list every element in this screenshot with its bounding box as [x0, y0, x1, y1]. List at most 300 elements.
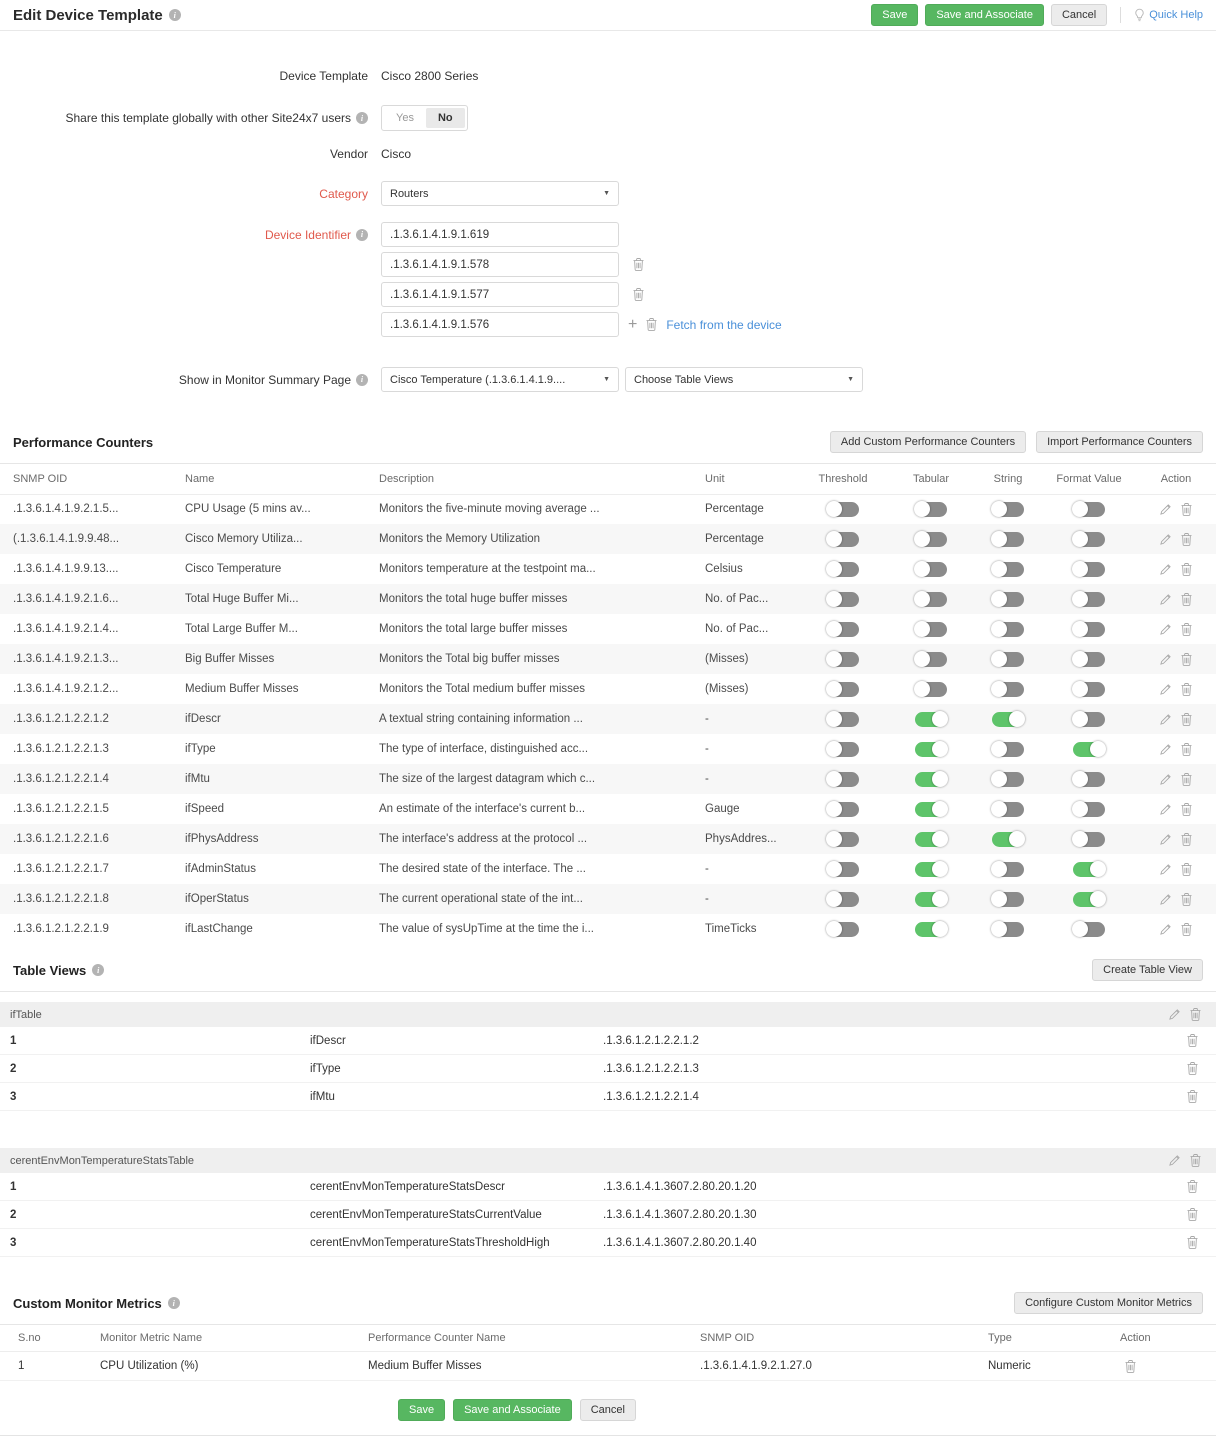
snmp-oid-cell: .1.3.6.1.2.1.2.2.1.3 [13, 743, 109, 755]
snmp-oid-cell: .1.3.6.1.4.1.9.2.1.5... [13, 503, 119, 516]
string-toggle[interactable] [992, 742, 1024, 757]
custom-metric-row [0, 1352, 1216, 1381]
format-value-cell [1042, 614, 1136, 644]
string-cell [974, 494, 1042, 524]
quick-help-label: Quick Help [1149, 9, 1203, 21]
string-cell [974, 764, 1042, 794]
unit-cell: PhysAddres... [705, 833, 777, 845]
edit-icon[interactable] [1160, 894, 1171, 905]
name-cell: ifAdminStatus [185, 863, 256, 875]
snmp-oid-cell: .1.3.6.1.2.1.2.2.1.6 [13, 833, 109, 845]
name-cell: ifLastChange [185, 923, 253, 935]
string-toggle[interactable] [992, 922, 1024, 937]
row-number: 3 [10, 1090, 17, 1103]
tabular-toggle[interactable] [915, 802, 947, 817]
fetch-from-device-link[interactable]: Fetch from the device [666, 317, 782, 332]
threshold-cell [798, 914, 888, 944]
name-cell: Big Buffer Misses [185, 653, 275, 665]
tabular-toggle[interactable] [915, 772, 947, 787]
delete-icon[interactable] [633, 258, 644, 271]
action-cell [1136, 824, 1216, 854]
page-title: Edit Device Template [13, 6, 163, 24]
string-toggle[interactable] [992, 532, 1024, 547]
category-label: Category [319, 186, 368, 201]
perf-counter-row [0, 764, 1216, 794]
tabular-cell [888, 674, 974, 704]
chevron-down-icon: ▼ [603, 376, 610, 383]
action-cell [1136, 614, 1216, 644]
row-number: 3 [10, 1236, 17, 1249]
info-icon[interactable]: i [168, 1297, 180, 1309]
table-view-row [0, 1201, 1216, 1229]
threshold-cell [798, 524, 888, 554]
format-value-toggle[interactable] [1073, 712, 1105, 727]
threshold-toggle[interactable] [827, 592, 859, 607]
custom-metrics-columns: S.no Monitor Metric Name Performance Counter Name SNMP OID Type Action [0, 1325, 1216, 1352]
tabular-toggle[interactable] [915, 862, 947, 877]
format-value-toggle[interactable] [1073, 562, 1105, 577]
info-icon[interactable]: i [169, 9, 181, 21]
threshold-toggle[interactable] [827, 772, 859, 787]
unit-cell: - [705, 743, 709, 755]
delete-icon[interactable] [1181, 593, 1192, 606]
action-cell [1136, 674, 1216, 704]
delete-icon[interactable] [1181, 683, 1192, 696]
perf-counter-row [0, 644, 1216, 674]
string-cell [974, 914, 1042, 944]
string-cell [974, 824, 1042, 854]
string-toggle[interactable] [992, 502, 1024, 517]
save-and-associate-button[interactable]: Save and Associate [925, 4, 1044, 26]
delete-icon[interactable] [1181, 863, 1192, 876]
threshold-toggle[interactable] [827, 742, 859, 757]
cancel-button[interactable]: Cancel [580, 1399, 636, 1421]
string-cell [974, 794, 1042, 824]
perf-counter-row [0, 614, 1216, 644]
unit-cell: No. of Pac... [705, 623, 769, 635]
edit-icon[interactable] [1160, 864, 1171, 875]
edit-icon[interactable] [1160, 564, 1171, 575]
snmp-oid-cell: .1.3.6.1.4.1.9.9.13.... [13, 563, 119, 575]
action-cell [1136, 734, 1216, 764]
unit-cell: TimeTicks [705, 923, 757, 935]
format-value-toggle[interactable] [1073, 592, 1105, 607]
perf-counter-row [0, 584, 1216, 614]
delete-icon[interactable] [1181, 653, 1192, 666]
format-value-cell [1042, 674, 1136, 704]
format-value-toggle[interactable] [1073, 682, 1105, 697]
info-icon[interactable]: i [356, 229, 368, 241]
description-cell: The interface's address at the protocol ... [379, 833, 588, 845]
header-actions [871, 4, 1203, 26]
string-toggle[interactable] [992, 892, 1024, 907]
delete-icon[interactable] [1187, 1034, 1198, 1047]
add-custom-performance-counters-button[interactable]: Add Custom Performance Counters [830, 431, 1026, 453]
threshold-toggle[interactable] [827, 892, 859, 907]
threshold-toggle[interactable] [827, 802, 859, 817]
string-toggle[interactable] [992, 712, 1024, 727]
table-views-title: Table Views i [13, 963, 104, 978]
description-cell: The size of the largest datagram which c... [379, 773, 596, 785]
snmp-oid-cell: .1.3.6.1.2.1.2.2.1.9 [13, 923, 109, 935]
unit-cell: Percentage [705, 503, 764, 516]
threshold-toggle[interactable] [827, 622, 859, 637]
counter-name: cerentEnvMonTemperatureStatsThresholdHigh [310, 1236, 550, 1249]
string-toggle[interactable] [992, 802, 1024, 817]
threshold-toggle[interactable] [827, 712, 859, 727]
share-yes-option[interactable]: Yes [384, 108, 426, 128]
tabular-cell [888, 734, 974, 764]
tabular-toggle[interactable] [915, 712, 947, 727]
tabular-toggle[interactable] [915, 652, 947, 667]
name-cell: Medium Buffer Misses [185, 683, 299, 695]
col-action: Action [1136, 464, 1216, 494]
perf-counter-row [0, 914, 1216, 944]
perf-counter-row [0, 884, 1216, 914]
format-value-cell [1042, 554, 1136, 584]
format-value-toggle[interactable] [1073, 922, 1105, 937]
counter-name: cerentEnvMonTemperatureStatsDescr [310, 1180, 505, 1193]
threshold-toggle[interactable] [827, 832, 859, 847]
tabular-cell [888, 764, 974, 794]
performance-counters-title: Performance Counters [13, 434, 154, 450]
perf-counter-row [0, 854, 1216, 884]
threshold-toggle[interactable] [827, 532, 859, 547]
tabular-toggle[interactable] [915, 562, 947, 577]
summary-counter-select[interactable]: Cisco Temperature (.1.3.6.1.4.1.9.... ▼ [381, 367, 619, 392]
delete-icon[interactable] [1187, 1062, 1198, 1075]
format-value-cell [1042, 764, 1136, 794]
table-view-row [0, 1083, 1216, 1111]
tabular-toggle[interactable] [915, 622, 947, 637]
table-views-header [0, 950, 1216, 992]
threshold-cell [798, 824, 888, 854]
edit-icon[interactable] [1160, 684, 1171, 695]
col-description: Description [366, 464, 692, 494]
delete-icon[interactable] [1190, 1154, 1201, 1167]
col-name: Name [172, 464, 366, 494]
counter-oid: .1.3.6.1.2.1.2.2.1.4 [603, 1090, 699, 1103]
info-icon[interactable]: i [356, 374, 368, 386]
info-icon[interactable]: i [356, 112, 368, 124]
description-cell: Monitors the total large buffer misses [379, 623, 568, 635]
snmp-oid: .1.3.6.1.4.1.9.2.1.27.0 [700, 1360, 812, 1372]
save-button[interactable]: Save [871, 4, 918, 26]
threshold-cell [798, 584, 888, 614]
format-value-toggle[interactable] [1073, 772, 1105, 787]
edit-icon[interactable] [1169, 1155, 1180, 1166]
string-toggle[interactable] [992, 832, 1024, 847]
counter-name: ifDescr [310, 1034, 346, 1047]
name-cell: ifSpeed [185, 803, 225, 815]
cancel-button[interactable]: Cancel [1051, 4, 1107, 26]
col-unit: Unit [692, 464, 798, 494]
threshold-toggle[interactable] [827, 682, 859, 697]
description-cell: Monitors the total huge buffer misses [379, 593, 568, 605]
quick-help-link[interactable] [1134, 8, 1203, 22]
edit-icon[interactable] [1160, 834, 1171, 845]
format-value-toggle[interactable] [1073, 502, 1105, 517]
edit-icon[interactable] [1160, 714, 1171, 725]
edit-icon[interactable] [1160, 804, 1171, 815]
format-value-cell [1042, 704, 1136, 734]
custom-monitor-metrics-title: Custom Monitor Metrics i [13, 1296, 180, 1311]
string-cell [974, 644, 1042, 674]
table-views-groups [0, 1002, 1216, 1257]
delete-icon[interactable] [1181, 833, 1192, 846]
name-cell: ifPhysAddress [185, 833, 259, 845]
row-number: 2 [10, 1062, 17, 1075]
counter-oid: .1.3.6.1.4.1.3607.2.80.20.1.20 [603, 1180, 757, 1193]
format-value-cell [1042, 914, 1136, 944]
format-value-toggle[interactable] [1073, 832, 1105, 847]
action-cell [1136, 554, 1216, 584]
unit-cell: (Misses) [705, 653, 749, 665]
category-select[interactable]: Routers ▼ [381, 181, 619, 206]
perf-counter-row [0, 794, 1216, 824]
share-template-label: Share this template globally with other Site24x7 users i [0, 111, 381, 125]
table-view-group-name: cerentEnvMonTemperatureStatsTable [10, 1154, 195, 1167]
share-toggle [381, 105, 468, 131]
counter-name: cerentEnvMonTemperatureStatsCurrentValue [310, 1208, 542, 1221]
snmp-oid-cell: .1.3.6.1.4.1.9.2.1.3... [13, 653, 119, 665]
delete-icon[interactable] [1181, 533, 1192, 546]
string-toggle[interactable] [992, 622, 1024, 637]
format-value-toggle[interactable] [1073, 892, 1105, 907]
info-icon[interactable]: i [92, 964, 104, 976]
tabular-toggle[interactable] [915, 682, 947, 697]
action-cell [1136, 644, 1216, 674]
snmp-oid-cell: .1.3.6.1.2.1.2.2.1.7 [13, 863, 109, 875]
delete-icon[interactable] [1181, 923, 1192, 936]
name-cell: ifMtu [185, 773, 210, 785]
string-cell [974, 674, 1042, 704]
string-toggle[interactable] [992, 652, 1024, 667]
row-number: 1 [10, 1034, 17, 1047]
col-format-value: Format Value [1042, 464, 1136, 494]
add-identifier-icon[interactable]: + [628, 315, 638, 333]
delete-icon[interactable] [1181, 743, 1192, 756]
tabular-cell [888, 554, 974, 584]
tabular-toggle[interactable] [915, 742, 947, 757]
tabular-toggle[interactable] [915, 832, 947, 847]
perf-counter-row [0, 734, 1216, 764]
format-value-toggle[interactable] [1073, 742, 1105, 757]
device-identifier-input[interactable] [381, 312, 619, 337]
string-toggle[interactable] [992, 562, 1024, 577]
delete-icon[interactable] [1181, 893, 1192, 906]
delete-icon[interactable] [1181, 623, 1192, 636]
create-table-view-button[interactable]: Create Table View [1092, 959, 1203, 981]
edit-icon[interactable] [1160, 654, 1171, 665]
format-value-cell [1042, 794, 1136, 824]
custom-metrics-body [0, 1352, 1216, 1381]
tabular-toggle[interactable] [915, 532, 947, 547]
edit-icon[interactable] [1160, 594, 1171, 605]
description-cell: The current operational state of the int... [379, 893, 583, 905]
threshold-toggle[interactable] [827, 562, 859, 577]
action-cell [1136, 764, 1216, 794]
format-value-cell [1042, 584, 1136, 614]
format-value-toggle[interactable] [1073, 862, 1105, 877]
edit-icon[interactable] [1160, 924, 1171, 935]
threshold-cell [798, 794, 888, 824]
table-view-row [0, 1173, 1216, 1201]
unit-cell: - [705, 713, 709, 725]
table-view-group-header [0, 1148, 1216, 1173]
unit-cell: - [705, 893, 709, 905]
format-value-toggle[interactable] [1073, 532, 1105, 547]
threshold-toggle[interactable] [827, 862, 859, 877]
delete-icon[interactable] [1181, 503, 1192, 516]
threshold-toggle[interactable] [827, 502, 859, 517]
format-value-cell [1042, 854, 1136, 884]
delete-icon[interactable] [1125, 1360, 1136, 1373]
configure-custom-monitor-metrics-button[interactable]: Configure Custom Monitor Metrics [1014, 1292, 1203, 1314]
delete-icon[interactable] [1187, 1180, 1198, 1193]
delete-icon[interactable] [1181, 713, 1192, 726]
unit-cell: - [705, 773, 709, 785]
table-view-row [0, 1027, 1216, 1055]
device-template-value: Cisco 2800 Series [381, 69, 479, 83]
share-no-option[interactable]: No [426, 108, 465, 128]
save-and-associate-button[interactable]: Save and Associate [453, 1399, 572, 1421]
counter-name: Medium Buffer Misses [368, 1360, 482, 1372]
edit-icon[interactable] [1160, 774, 1171, 785]
threshold-cell [798, 554, 888, 584]
device-identifier-label: Device Identifier i [0, 228, 381, 242]
string-toggle[interactable] [992, 862, 1024, 877]
name-cell: CPU Usage (5 mins av... [185, 503, 311, 516]
delete-icon[interactable] [1187, 1236, 1198, 1249]
snmp-oid-cell: (.1.3.6.1.4.1.9.9.48... [13, 533, 120, 545]
name-cell: Cisco Temperature [185, 563, 282, 575]
counter-name: ifMtu [310, 1090, 335, 1103]
tabular-cell [888, 824, 974, 854]
action-cell [1136, 584, 1216, 614]
format-value-cell [1042, 884, 1136, 914]
summary-table-views-select[interactable]: Choose Table Views ▼ [625, 367, 863, 392]
string-cell [974, 584, 1042, 614]
snmp-oid-cell: .1.3.6.1.2.1.2.2.1.2 [13, 713, 109, 725]
threshold-toggle[interactable] [827, 652, 859, 667]
import-performance-counters-button[interactable]: Import Performance Counters [1036, 431, 1203, 453]
delete-icon[interactable] [1190, 1008, 1201, 1021]
description-cell: The desired state of the interface. The ... [379, 863, 586, 875]
format-value-cell [1042, 644, 1136, 674]
string-toggle[interactable] [992, 592, 1024, 607]
threshold-cell [798, 764, 888, 794]
tabular-cell [888, 494, 974, 524]
tabular-toggle[interactable] [915, 502, 947, 517]
bulb-icon [1134, 8, 1145, 22]
page-header [0, 0, 1216, 31]
threshold-cell [798, 704, 888, 734]
tabular-cell [888, 614, 974, 644]
device-identifier-input[interactable] [381, 282, 619, 307]
format-value-toggle[interactable] [1073, 652, 1105, 667]
save-button[interactable]: Save [398, 1399, 445, 1421]
metric-type: Numeric [988, 1360, 1031, 1372]
chevron-down-icon: ▼ [603, 190, 610, 197]
performance-counters-header [0, 422, 1216, 464]
threshold-cell [798, 644, 888, 674]
description-cell: Monitors the Total medium buffer misses [379, 683, 586, 695]
delete-icon[interactable] [1181, 773, 1192, 786]
threshold-toggle[interactable] [827, 922, 859, 937]
row-number: 2 [10, 1208, 17, 1221]
delete-icon[interactable] [1181, 803, 1192, 816]
tabular-toggle[interactable] [915, 592, 947, 607]
string-cell [974, 854, 1042, 884]
threshold-cell [798, 734, 888, 764]
delete-icon[interactable] [1187, 1090, 1198, 1103]
edit-icon[interactable] [1160, 504, 1171, 515]
description-cell: The value of sysUpTime at the time the i... [379, 923, 594, 935]
perf-counter-row [0, 674, 1216, 704]
perf-counter-row [0, 704, 1216, 734]
counter-oid: .1.3.6.1.2.1.2.2.1.3 [603, 1062, 699, 1075]
vendor-value: Cisco [381, 147, 412, 161]
device-template-label: Device Template [279, 69, 368, 83]
edit-icon[interactable] [1169, 1009, 1180, 1020]
counter-oid: .1.3.6.1.2.1.2.2.1.2 [603, 1034, 699, 1047]
action-cell [1136, 524, 1216, 554]
format-value-cell [1042, 494, 1136, 524]
string-cell [974, 614, 1042, 644]
unit-cell: (Misses) [705, 683, 749, 695]
edit-icon[interactable] [1160, 534, 1171, 545]
unit-cell: No. of Pac... [705, 593, 769, 605]
description-cell: The type of interface, distinguished acc... [379, 743, 589, 755]
name-cell: ifOperStatus [185, 893, 249, 905]
tabular-toggle[interactable] [915, 922, 947, 937]
tabular-cell [888, 884, 974, 914]
col-tabular: Tabular [888, 464, 974, 494]
counter-oid: .1.3.6.1.4.1.3607.2.80.20.1.40 [603, 1236, 757, 1249]
name-cell: Total Huge Buffer Mi... [185, 593, 299, 605]
format-value-cell [1042, 524, 1136, 554]
delete-icon[interactable] [1187, 1208, 1198, 1221]
performance-counters-body [0, 494, 1216, 944]
name-cell: ifDescr [185, 713, 221, 725]
delete-icon[interactable] [633, 288, 644, 301]
string-cell [974, 734, 1042, 764]
delete-icon[interactable] [646, 318, 657, 331]
chevron-down-icon: ▼ [847, 376, 854, 383]
table-header-row [0, 464, 1216, 494]
string-toggle[interactable] [992, 772, 1024, 787]
format-value-toggle[interactable] [1073, 802, 1105, 817]
divider [1120, 7, 1121, 23]
device-identifier-input[interactable] [381, 222, 619, 247]
snmp-oid-cell: .1.3.6.1.4.1.9.2.1.4... [13, 623, 119, 635]
snmp-oid-cell: .1.3.6.1.4.1.9.2.1.6... [13, 593, 119, 605]
unit-cell: - [705, 863, 709, 875]
col-threshold: Threshold [798, 464, 888, 494]
string-toggle[interactable] [992, 682, 1024, 697]
edit-icon[interactable] [1160, 744, 1171, 755]
snmp-oid-cell: .1.3.6.1.2.1.2.2.1.8 [13, 893, 109, 905]
tabular-toggle[interactable] [915, 892, 947, 907]
device-identifier-input[interactable] [381, 252, 619, 277]
delete-icon[interactable] [1181, 563, 1192, 576]
edit-icon[interactable] [1160, 624, 1171, 635]
format-value-toggle[interactable] [1073, 622, 1105, 637]
performance-counters-table [0, 464, 1216, 944]
description-cell: An estimate of the interface's current b... [379, 803, 586, 815]
tabular-cell [888, 584, 974, 614]
